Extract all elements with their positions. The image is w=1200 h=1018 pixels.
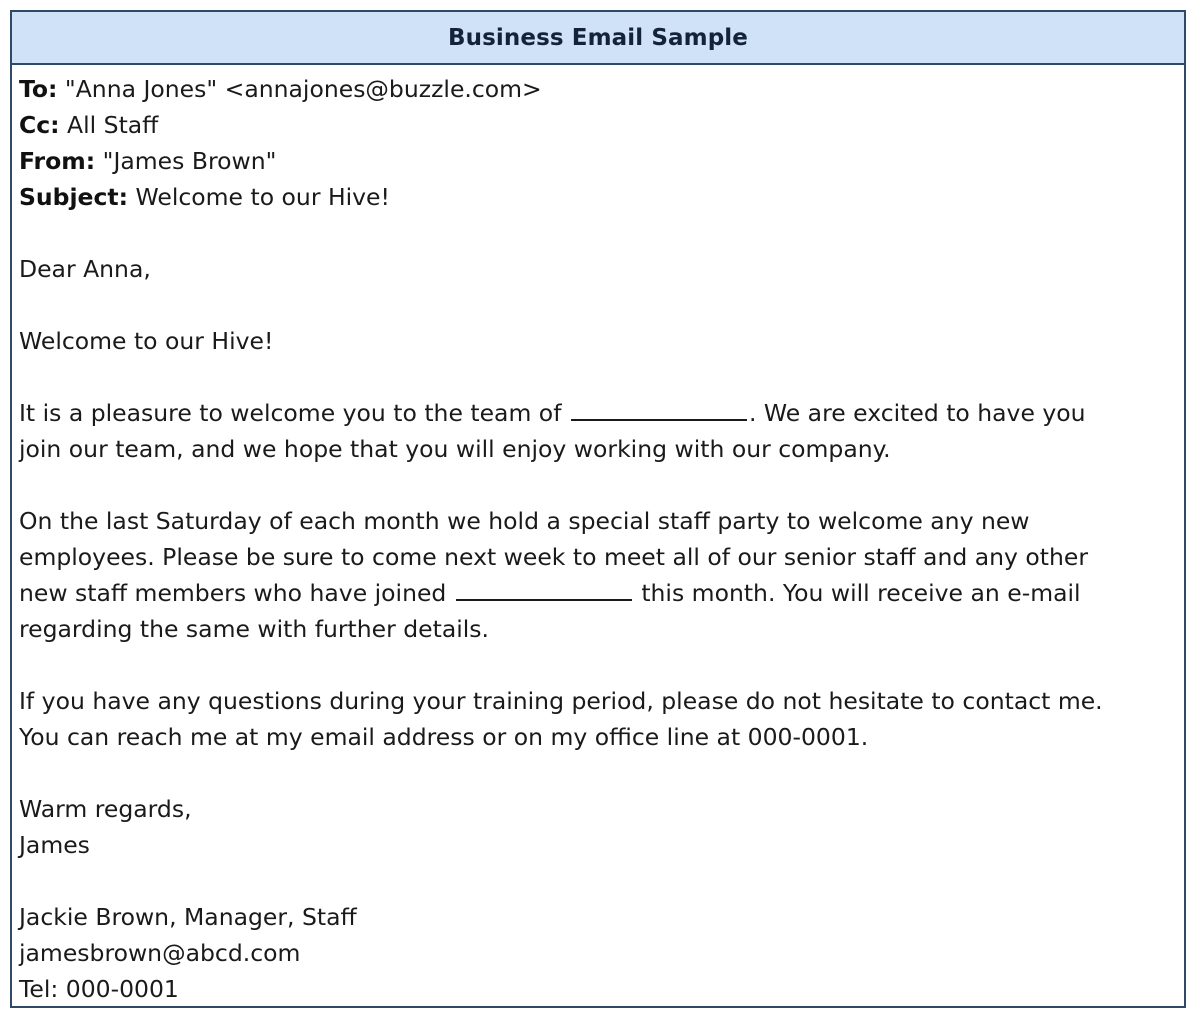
paragraph-1-line-1 — [19, 395, 1184, 431]
salutation: Dear Anna, — [19, 255, 151, 283]
team-name-blank — [571, 397, 747, 421]
to-line — [19, 71, 1184, 107]
cc-value: All Staff — [59, 111, 159, 139]
subject-label: Subject: — [19, 183, 129, 211]
subject-line — [19, 179, 1184, 215]
cc-line — [19, 107, 1184, 143]
email-sample-frame — [10, 10, 1186, 1008]
from-label: From: — [19, 147, 96, 175]
p1-text-b: . We are excited to have you — [748, 399, 1086, 427]
page-title: Business Email Sample — [448, 24, 748, 51]
spacer — [19, 215, 1184, 251]
closing-name: James — [19, 831, 90, 859]
paragraph-2-line-3 — [19, 575, 1184, 611]
spacer — [19, 647, 1184, 683]
paragraph-1-line-2: join our team, and we hope that you will enjoy working with our company. — [19, 435, 891, 463]
subject-value: Welcome to our Hive! — [128, 183, 390, 211]
to-value: "Anna Jones" <annajones@buzzle.com> — [57, 75, 542, 103]
to-label: To: — [19, 75, 58, 103]
from-value: "James Brown" — [95, 147, 277, 175]
spacer — [19, 359, 1184, 395]
cc-label: Cc: — [19, 111, 60, 139]
paragraph-2-line-1: On the last Saturday of each month we hold a special staff party to welcome any new — [19, 507, 1030, 535]
signature-email: jamesbrown@abcd.com — [19, 939, 301, 967]
spacer — [19, 755, 1184, 791]
p2-text-b: this month. You will receive an e-mail — [641, 579, 1081, 607]
email-content — [12, 65, 1184, 1007]
paragraph-3-line-2: You can reach me at my email address or on my office line at 000-0001. — [19, 723, 869, 751]
joined-blank — [456, 577, 632, 601]
spacer — [19, 467, 1184, 503]
p1-text-a: It is a pleasure to welcome you to the team of — [19, 399, 562, 427]
opening-line: Welcome to our Hive! — [19, 327, 274, 355]
title-bar — [12, 12, 1184, 65]
signature-name-title: Jackie Brown, Manager, Staff — [19, 903, 357, 931]
paragraph-3-line-1: If you have any questions during your training period, please do not hesitate to contact me. — [19, 687, 1103, 715]
closing-regards: Warm regards, — [19, 795, 192, 823]
spacer — [19, 863, 1184, 899]
from-line — [19, 143, 1184, 179]
p2-text-a: new staff members who have joined — [19, 579, 447, 607]
spacer — [19, 287, 1184, 323]
paragraph-2-line-2: employees. Please be sure to come next week to meet all of our senior staff and any other — [19, 543, 1089, 571]
paragraph-2-line-4: regarding the same with further details. — [19, 615, 490, 643]
signature-tel: Tel: 000-0001 — [19, 975, 179, 1003]
